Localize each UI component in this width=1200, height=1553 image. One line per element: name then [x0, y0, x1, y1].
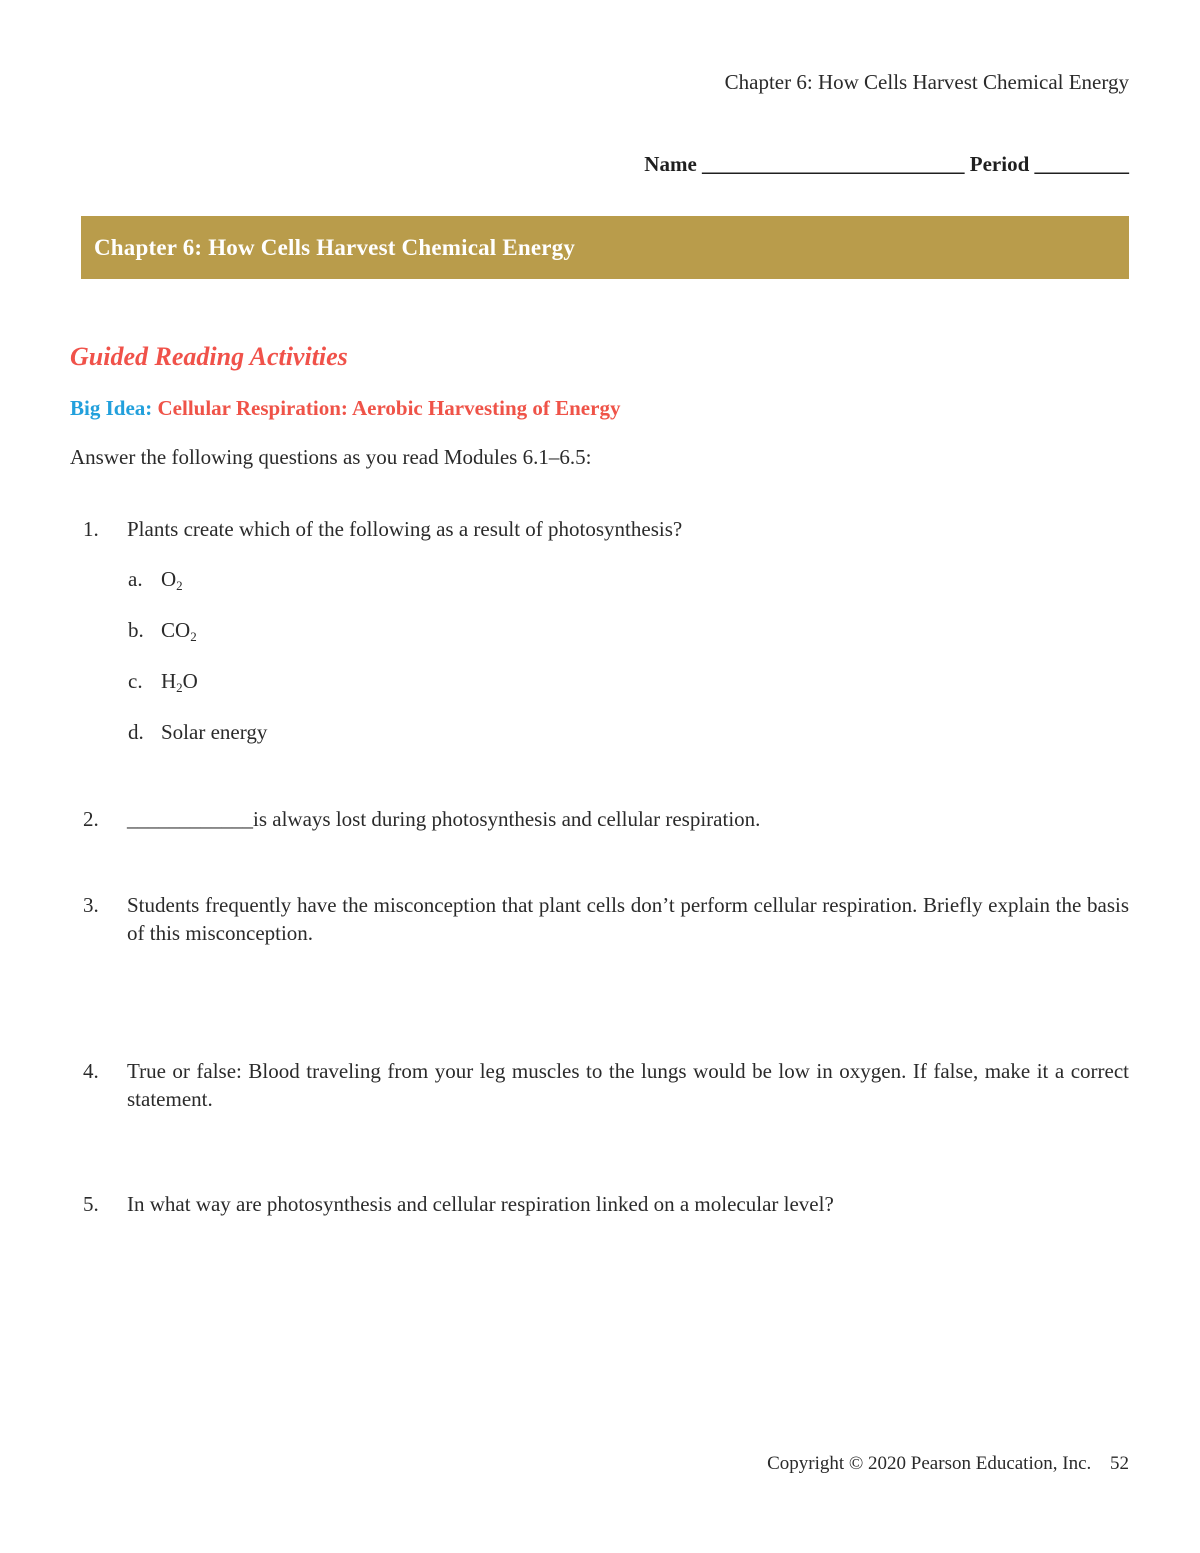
question-4	[83, 1057, 1129, 1113]
option-letter: c.	[128, 669, 143, 693]
question-number: 2.	[83, 807, 99, 831]
question-number: 5.	[83, 1192, 99, 1216]
period-blank: _________	[1034, 152, 1129, 176]
option-letter: b.	[128, 618, 144, 642]
page-footer	[767, 1453, 1129, 1475]
question-1	[83, 515, 1129, 543]
option-letter: d.	[128, 720, 144, 744]
option-text: $CO_2$	[161, 618, 197, 644]
answer-blank: ____________	[127, 807, 253, 831]
running-header: Chapter 6: How Cells Harvest Chemical Energy	[724, 70, 1129, 94]
option-text: $H_2O$	[161, 669, 198, 695]
chapter-title: Chapter 6: How Cells Harvest Chemical Energy	[94, 234, 576, 260]
question-number: 4.	[83, 1059, 99, 1083]
option-d	[128, 720, 267, 745]
copyright-notice: Copyright © 2020 Pearson Education, Inc.	[767, 1453, 1092, 1474]
question-number: 1.	[83, 517, 99, 541]
big-idea-value: Cellular Respiration: Aerobic Harvesting of Energy	[157, 396, 621, 420]
question-text: Plants create which of the following as a result of photosynthesis?	[127, 517, 683, 541]
instructions: Answer the following questions as you read Modules 6.1–6.5:	[70, 445, 592, 469]
question-text: ____________is always lost during photosynthesis and cellular respiration.	[127, 807, 761, 831]
question-text: In what way are photosynthesis and cellular respiration linked on a molecular level?	[127, 1192, 834, 1216]
option-c	[128, 669, 198, 696]
option-a	[128, 567, 183, 594]
section-title: Guided Reading Activities	[70, 342, 348, 371]
question-text: True or false: Blood traveling from your leg muscles to the lungs would be low in oxygen. If false, make it a correct statement.	[127, 1059, 1129, 1111]
option-letter: a.	[128, 567, 143, 591]
option-text: Solar energy	[161, 720, 268, 744]
page-number: 52	[1110, 1453, 1129, 1474]
big-idea	[70, 396, 620, 421]
question-3	[83, 891, 1129, 947]
big-idea-label: Big Idea:	[70, 396, 153, 420]
period-label: Period	[969, 152, 1030, 176]
chapter-banner	[81, 216, 1129, 279]
question-2	[83, 805, 1129, 833]
question-text: Students frequently have the misconception that plant cells don’t perform cellular respiration. Briefly explain the basis of this misconception.	[127, 893, 1129, 945]
name-blank: _________________________	[702, 152, 965, 176]
name-label: Name	[644, 152, 697, 176]
question-5	[83, 1190, 1129, 1218]
question-number: 3.	[83, 893, 99, 917]
name-period-line	[644, 152, 1129, 177]
option-text: $O_2$	[161, 567, 183, 593]
option-b	[128, 618, 197, 645]
